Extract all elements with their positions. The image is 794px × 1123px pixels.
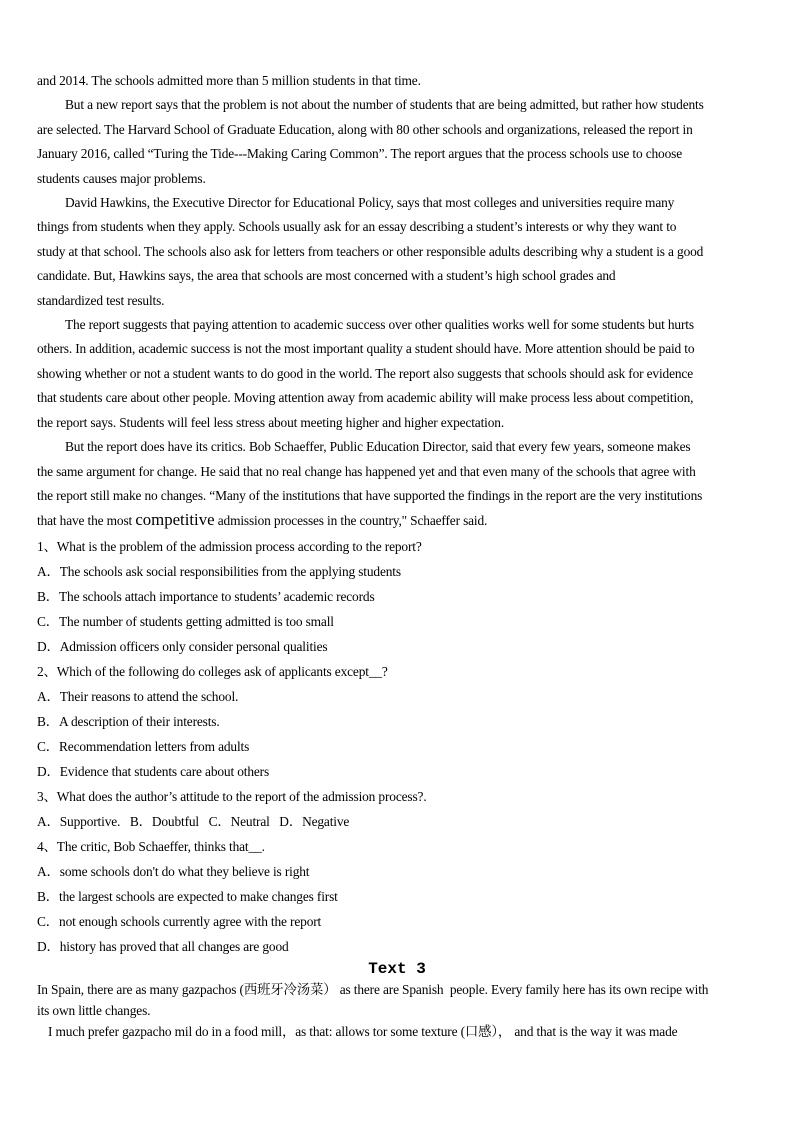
- option-line: [37, 609, 757, 634]
- option-line: [37, 809, 757, 834]
- text-run: that students care about other people. Moving attention away from academic ability will make process less about competition,: [37, 390, 694, 406]
- passage-line: [37, 264, 757, 288]
- passage-line: [37, 337, 757, 361]
- text-run: the report still make no changes. “Many of the institutions that have supported the findings in the report are the very institutions: [37, 487, 703, 503]
- passage-line: [37, 386, 757, 410]
- text-run: 3、What does the author’s attitude to the report of the admission process?.: [37, 788, 427, 804]
- passage-line: [37, 93, 757, 117]
- text-run: A．some schools don't do what they believe is right: [37, 863, 310, 879]
- option-line: [37, 759, 757, 784]
- text-run: C．The number of students getting admitted is too small: [37, 613, 334, 629]
- option-line: [37, 559, 757, 584]
- text-run: I much prefer gazpacho mil do in a food mill，as that: allows tor some texture (口感）， and that is the way it was made: [48, 1023, 678, 1039]
- text-run: A．Supportive. B．Doubtful C．Neutral D．Negative: [37, 813, 350, 829]
- text-run: The report suggests that paying attention to academic success over other qualities works well for some students but hurts: [65, 317, 694, 333]
- passage-line: [37, 460, 757, 484]
- passage-line: [37, 362, 757, 386]
- option-line: [37, 734, 757, 759]
- text-run: A．Their reasons to attend the school.: [37, 688, 239, 704]
- text-run: B．The schools attach importance to students’ academic records: [37, 588, 375, 604]
- text-run: January 2016, called “Turing the Tide---Making Caring Common”. The report argues that the process schools use to choose: [37, 146, 682, 162]
- text-run: 1、What is the problem of the admission process according to the report?: [37, 538, 422, 554]
- text-run: But a new report says that the problem is not about the number of students that are being admitted, but rather how students: [65, 97, 704, 113]
- text-run: others. In addition, academic success is not the most important quality a student should have. More attention should be paid to: [37, 341, 695, 357]
- passage-line: [37, 142, 757, 166]
- text-run: its own little changes.: [37, 1002, 151, 1018]
- question-stem: [37, 534, 757, 559]
- passage-line: [37, 313, 757, 337]
- passage-line: [37, 289, 757, 313]
- text-run: D．history has proved that all changes are good: [37, 938, 289, 954]
- text-run: the same argument for change. He said that no real change has happened yet and that even many of the schools that agree with: [37, 463, 696, 479]
- text3-line: [37, 979, 757, 1000]
- question-stem: [37, 834, 757, 859]
- text-run: are selected. The Harvard School of Graduate Education, along with 80 other schools and organizations, released the report in: [37, 121, 693, 137]
- text-run: students causes major problems.: [37, 170, 206, 186]
- text-run: that have the most: [37, 513, 136, 529]
- text-run: study at that school. The schools also ask for letters from teachers or other responsible adults describing why a student is a good: [37, 243, 704, 259]
- question-stem: [37, 784, 757, 809]
- text3-passage: [37, 979, 757, 1042]
- passage-line: [37, 191, 757, 215]
- text3-heading: Text 3: [368, 959, 426, 978]
- option-line: [37, 859, 757, 884]
- reading-passage: [37, 69, 757, 534]
- question-stem: [37, 659, 757, 684]
- emphasized-word: competitive: [135, 510, 215, 530]
- text-run: B．the largest schools are expected to make changes first: [37, 888, 338, 904]
- text-run: A．The schools ask social responsibilities from the applying students: [37, 563, 401, 579]
- passage-line: [37, 167, 757, 191]
- text-run: standardized test results.: [37, 292, 165, 308]
- text-run: things from students when they apply. Schools usually ask for an essay describing a student’s interests or why they want to: [37, 219, 677, 235]
- text3-line: [37, 1000, 757, 1021]
- text-run: B．A description of their interests.: [37, 713, 220, 729]
- text3-line: [37, 1021, 757, 1042]
- questions-section: [37, 534, 757, 959]
- text-run: But the report does have its critics. Bob Schaeffer, Public Education Director, said that every few years, someone makes: [65, 439, 691, 455]
- option-line: [37, 634, 757, 659]
- passage-line: [37, 118, 757, 142]
- text-run: C．Recommendation letters from adults: [37, 738, 250, 754]
- text-run: 2、Which of the following do colleges ask of applicants except__?: [37, 663, 388, 679]
- passage-line: [37, 435, 757, 459]
- passage-line: [37, 508, 757, 533]
- passage-line: [37, 215, 757, 239]
- passage-line: [37, 240, 757, 264]
- text-run: showing whether or not a student wants to do good in the world. The report also suggests that schools should ask for evidence: [37, 365, 693, 381]
- option-line: [37, 709, 757, 734]
- text-run: In Spain, there are as many gazpachos (西班牙冷汤菜） as there are Spanish people. Every family here has its own recipe with: [37, 981, 709, 997]
- option-line: [37, 909, 757, 934]
- passage-line: [37, 411, 757, 435]
- option-line: [37, 684, 757, 709]
- text-run: and 2014. The schools admitted more than 5 million students in that time.: [37, 73, 421, 88]
- option-line: [37, 584, 757, 609]
- option-line: [37, 934, 757, 959]
- text-run: C．not enough schools currently agree with the report: [37, 913, 322, 929]
- text-run: 4、The critic, Bob Schaeffer, thinks that__.: [37, 838, 265, 854]
- text-run: D．Evidence that students care about others: [37, 763, 270, 779]
- option-line: [37, 884, 757, 909]
- passage-line: [37, 484, 757, 508]
- passage-line: [37, 69, 757, 93]
- text-run: D．Admission officers only consider personal qualities: [37, 638, 328, 654]
- text-run: David Hawkins, the Executive Director for Educational Policy, says that most colleges and universities require many: [65, 195, 675, 211]
- text-run: the report says. Students will feel less stress about meeting higher and higher expectation.: [37, 414, 505, 430]
- text-run: admission processes in the country," Schaeffer said.: [214, 513, 488, 529]
- text-run: candidate. But, Hawkins says, the area that schools are most concerned with a student’s high school grades and: [37, 268, 616, 284]
